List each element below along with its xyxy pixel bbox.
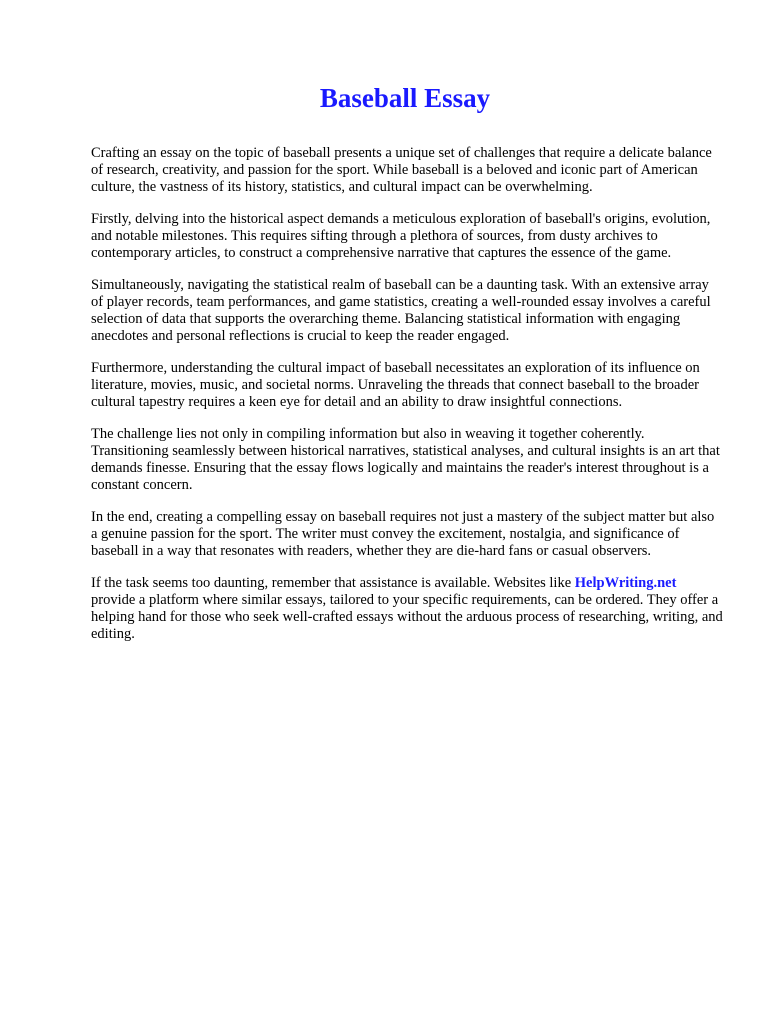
paragraph-6: In the end, creating a compelling essay on baseball requires not just a mastery of the subject matter but also a genuine passion for the sport. The writer must convey the excitement, nostalgia, and significance of baseball in a way that resonates with readers, whether they are die-hard fans or casual observers.: [91, 509, 715, 559]
paragraph-2: Firstly, delving into the historical aspect demands a meticulous exploration of baseball's origins, evolution, and notable milestones. This requires sifting through a plethora of sources, from dusty archives to contemporary articles, to construct a comprehensive narrative that captures the essence of the game.: [91, 211, 711, 261]
paragraph-5: The challenge lies not only in compiling information but also in weaving it together coherently. Transitioning seamlessly between historical narratives, statistical analyses, and cultural insights is an art that demands finesse. Ensuring that the essay flows logically and maintains the reader's interest throughout is a constant concern.: [91, 426, 720, 493]
page-title: Baseball Essay: [319, 83, 491, 113]
helpwriting-link[interactable]: HelpWriting.net: [574, 575, 677, 591]
paragraph-7-after-link: provide a platform where similar essays, tailored to your specific requirements, can be ordered. They offer a helping hand for those who seek well-crafted essays without the arduous process of researching, writing, and editing.: [91, 592, 723, 642]
essay-body: [91, 145, 723, 658]
paragraph-7: [91, 575, 723, 643]
paragraph-4: Furthermore, understanding the cultural impact of baseball necessitates an exploration of its influence on literature, movies, music, and societal norms. Unraveling the threads that connect baseball to the broader cultural tapestry requires a keen eye for detail and an ability to draw insightful connections.: [91, 360, 700, 410]
paragraph-7-before-link: If the task seems too daunting, remember that assistance is available. Websites like: [91, 575, 575, 591]
paragraph-3: Simultaneously, navigating the statistical realm of baseball can be a daunting task. With an extensive array of player records, team performances, and game statistics, creating a well-rounded essay involves a careful selection of data that supports the overarching theme. Balancing statistical information with engaging anecdotes and personal reflections is crucial to keep the reader engaged.: [91, 277, 711, 344]
paragraph-1: Crafting an essay on the topic of baseball presents a unique set of challenges that require a delicate balance of research, creativity, and passion for the sport. While baseball is a beloved and iconic part of American culture, the vastness of its history, statistics, and cultural impact can be overwhelming.: [91, 145, 712, 195]
